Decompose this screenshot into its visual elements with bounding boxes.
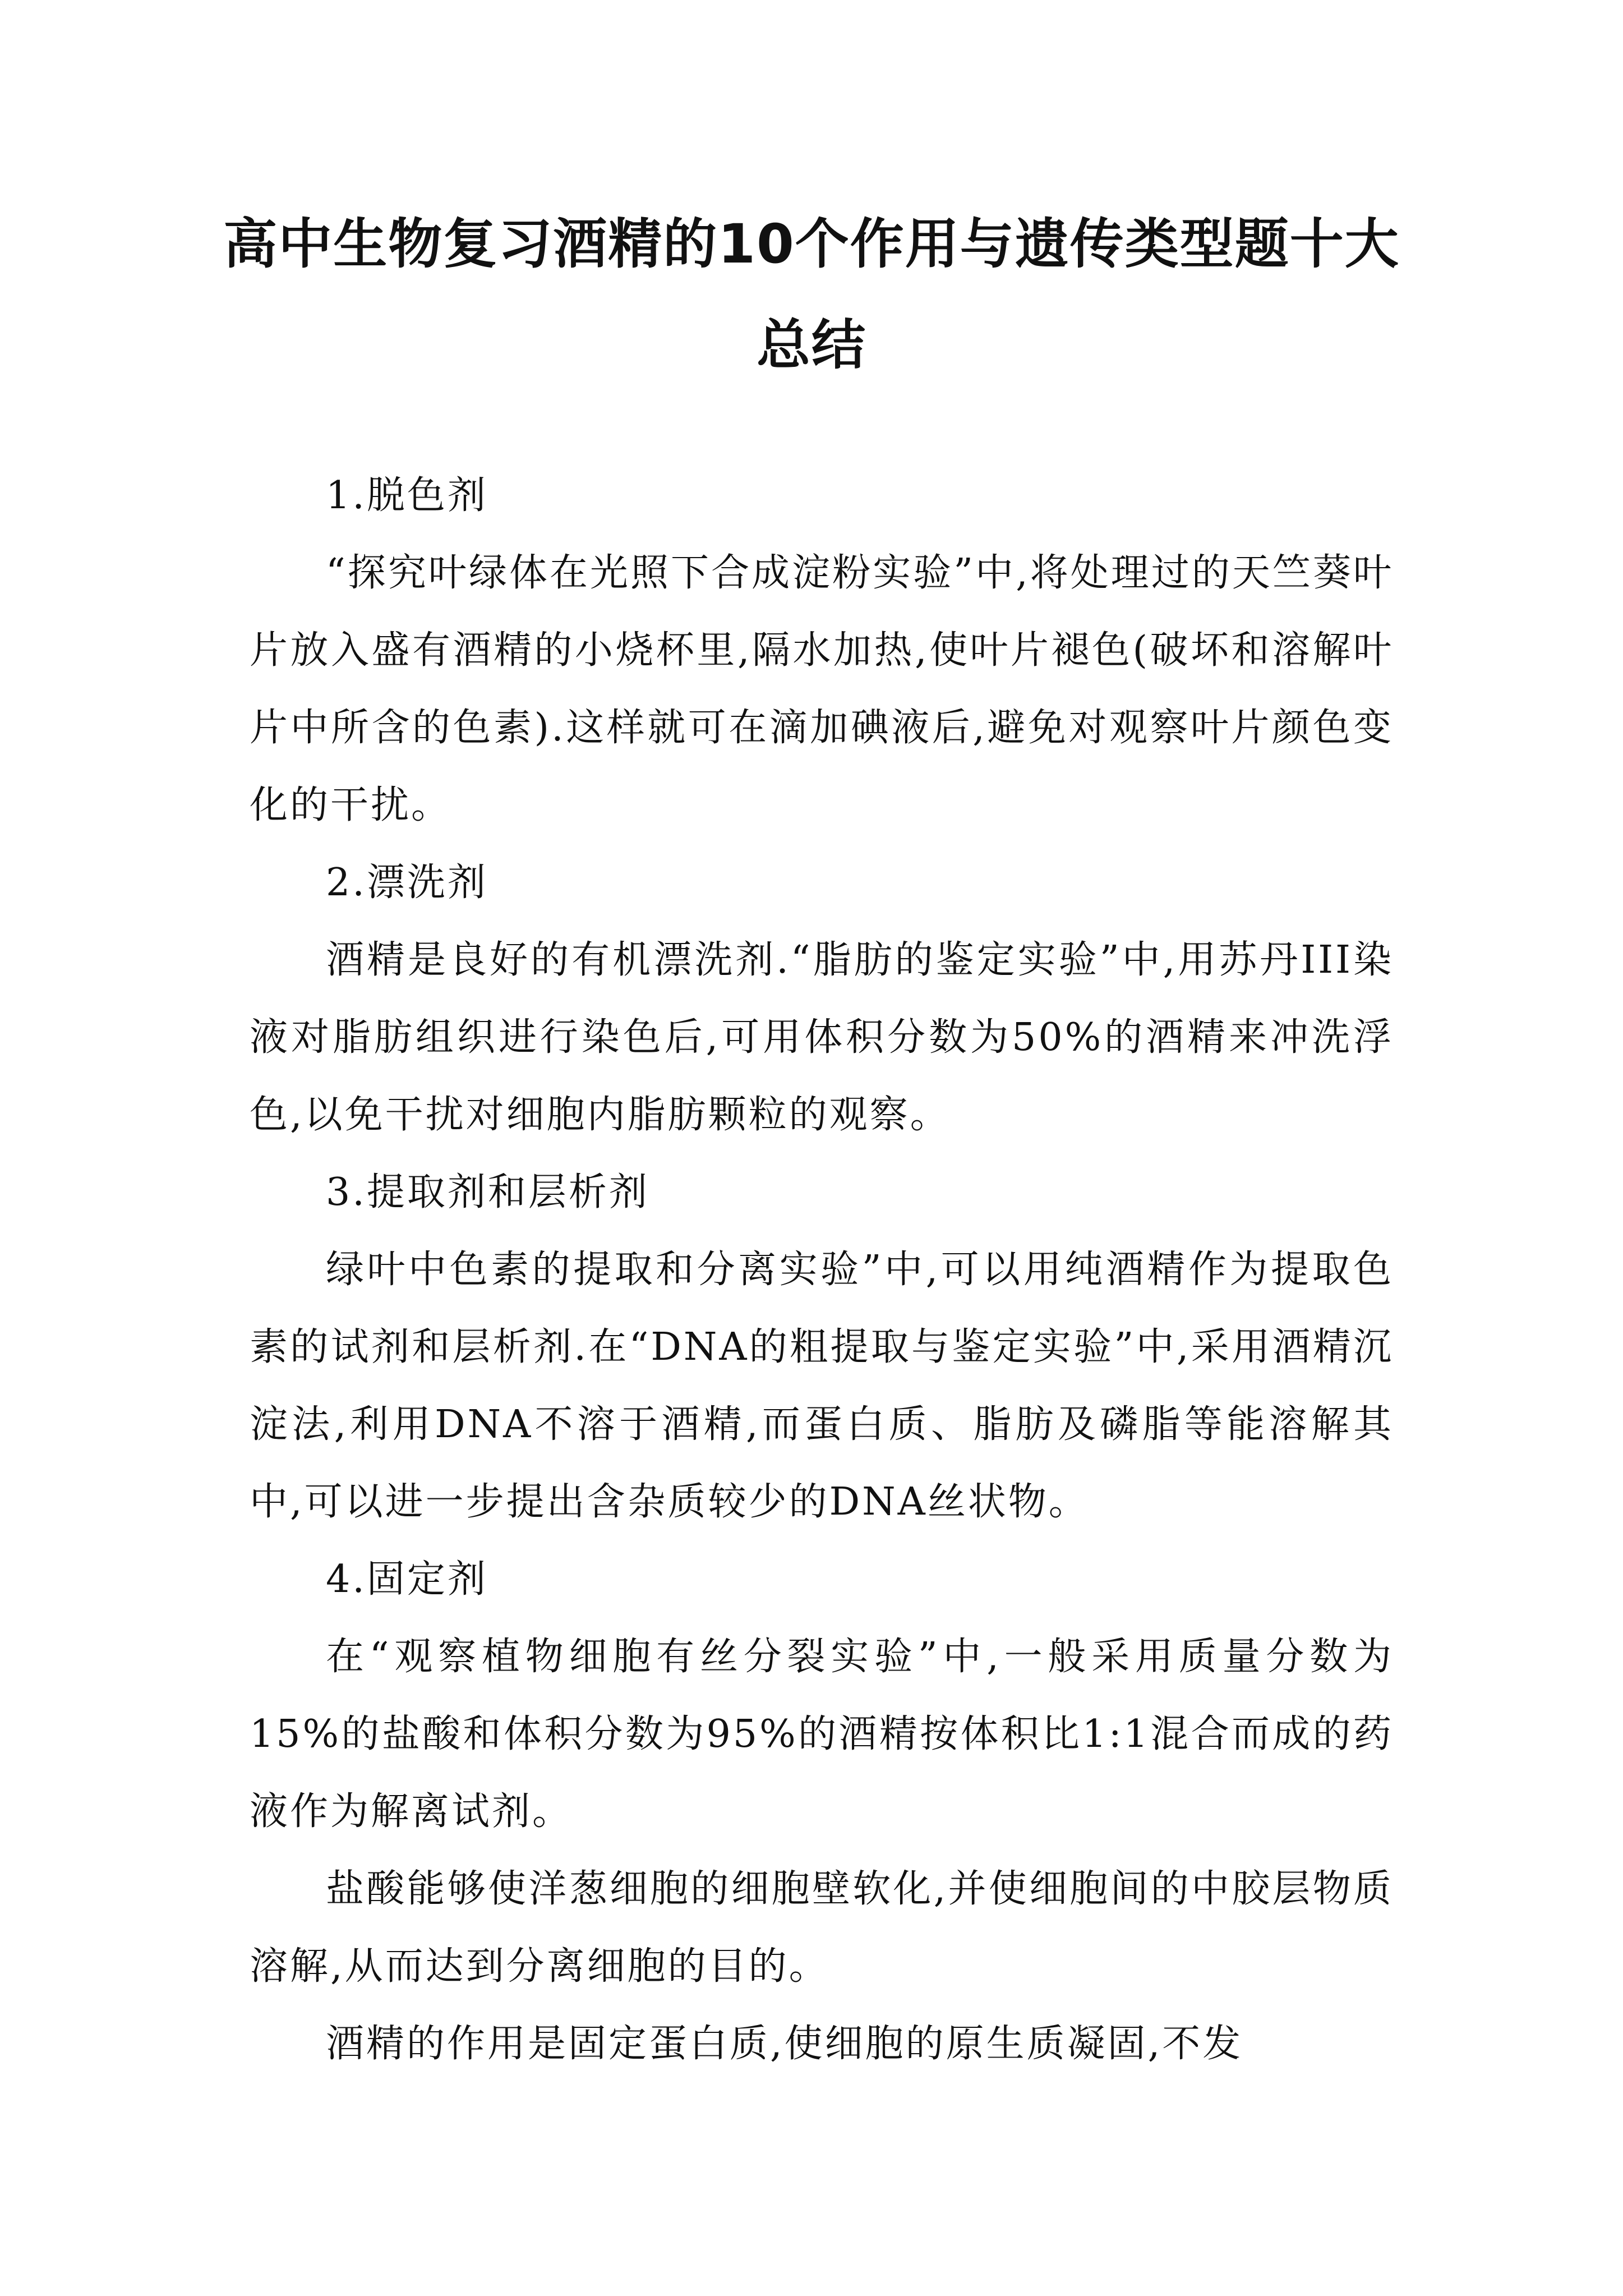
section-heading: 3.提取剂和层析剂 [326, 1170, 649, 1214]
section-heading: 2.漂洗剂 [326, 861, 488, 905]
document-title: 高中生物复习酒精的10个作用与遗传类型题十大总结 [223, 213, 1400, 376]
section-heading: 1.脱色剂 [326, 473, 488, 518]
body-paragraph: 绿叶中色素的提取和分离实验”中,可以用纯酒精作为提取色素的试剂和层析剂.在“DNA的粗提取与鉴定实验”中,采用酒精沉淀法,利用DNA不溶于酒精,而蛋白质、脂肪及磷脂等能溶解其中,可以进一步提出含杂质较少的DNA丝状物。 [250, 1248, 1394, 1524]
body-paragraph: 盐酸能够使洋葱细胞的细胞壁软化,并使细胞间的中胶层物质溶解,从而达到分离细胞的目的。 [250, 1867, 1394, 1989]
body-paragraph: “探究叶绿体在光照下合成淀粉实验”中,将处理过的天竺葵叶片放入盛有酒精的小烧杯里,隔水加热,使叶片褪色(破坏和溶解叶片中所含的色素).这样就可在滴加碘液后,避免对观察叶片颜色变化的干扰。 [250, 551, 1394, 827]
body-paragraph: 酒精是良好的有机漂洗剂.“脂肪的鉴定实验”中,用苏丹III染液对脂肪组织进行染色后,可用体积分数为50%的酒精来冲洗浮色,以免干扰对细胞内脂肪颗粒的观察。 [250, 938, 1394, 1137]
section-heading: 4.固定剂 [326, 1557, 488, 1602]
body-paragraph: 在“观察植物细胞有丝分裂实验”中,一般采用质量分数为15%的盐酸和体积分数为95%的酒精按体积比1:1混合而成的药液作为解离试剂。 [250, 1635, 1394, 1834]
body-paragraph: 酒精的作用是固定蛋白质,使细胞的原生质凝固,不发 [326, 2022, 1243, 2066]
document-body [250, 457, 1394, 2083]
